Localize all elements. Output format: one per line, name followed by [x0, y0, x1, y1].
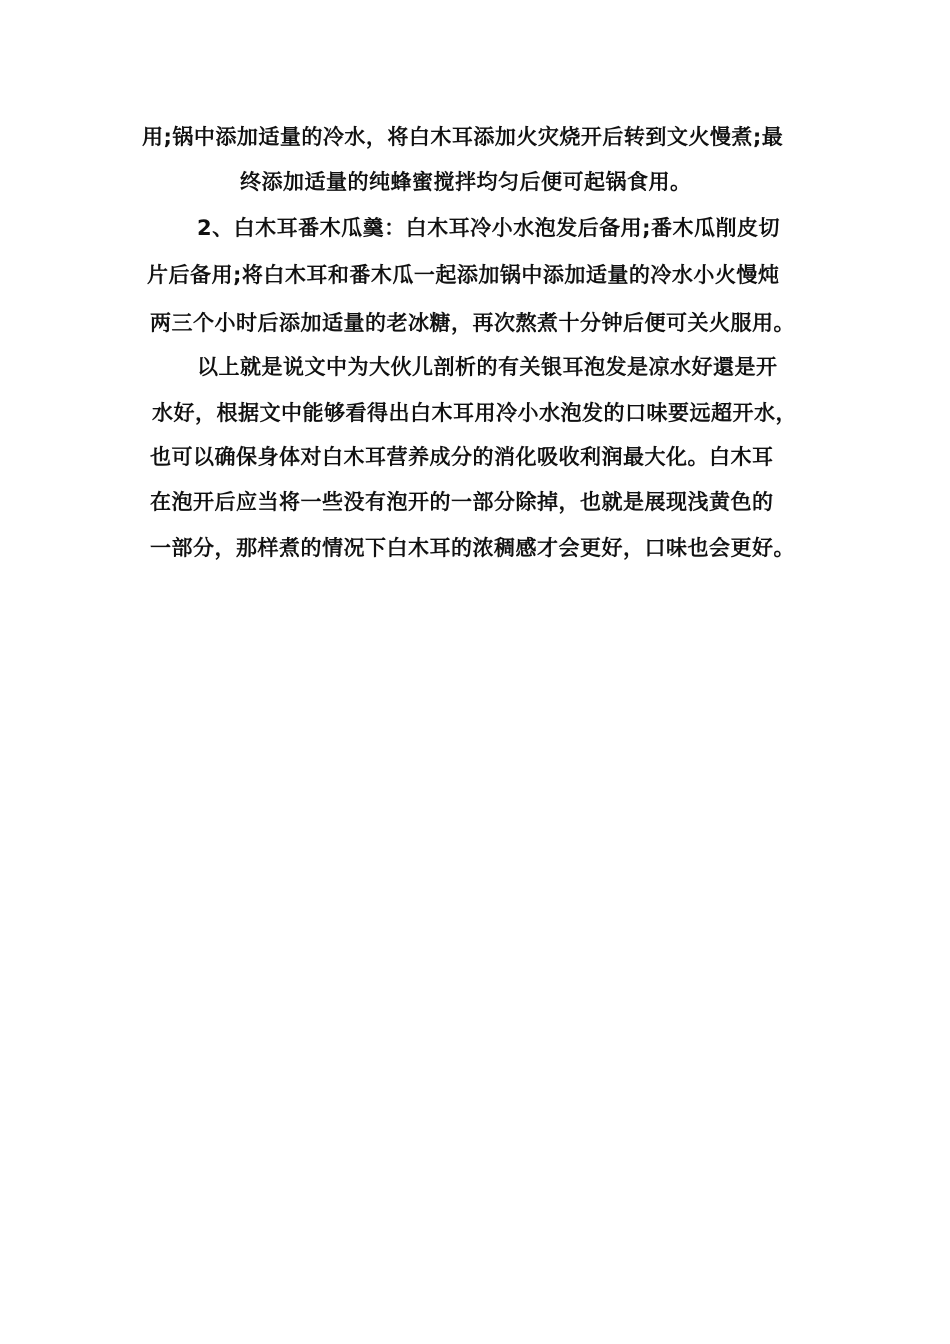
text-line-10: 一部分，那样煮的情况下白木耳的浓稠感才会更好，口味也会更好。	[150, 536, 795, 560]
text-line-1: 用;锅中添加适量的冷水，将白木耳添加火灾烧开后转到文火慢煮;最	[142, 125, 784, 149]
text-line-2: 终添加适量的纯蜂蜜搅拌均匀后便可起锅食用。	[240, 170, 692, 194]
text-line-4: 片后备用;将白木耳和番木瓜一起添加锅中添加适量的冷水小火慢炖	[147, 263, 780, 287]
text-line-7: 水好，根据文中能够看得出白木耳用冷小水泡发的口味要远超开水，	[152, 401, 797, 425]
text-line-5: 两三个小时后添加适量的老冰糖，再次熬煮十分钟后便可关火服用。	[150, 311, 795, 335]
text-line-3: 2、白木耳番木瓜羹：白木耳冷小水泡发后备用;番木瓜削皮切	[197, 216, 781, 240]
text-line-6: 以上就是说文中为大伙儿剖析的有关银耳泡发是凉水好還是开	[197, 355, 778, 379]
text-line-8: 也可以确保身体对白木耳营养成分的消化吸收利润最大化。白木耳	[150, 445, 774, 469]
text-line-9: 在泡开后应当将一些没有泡开的一部分除掉，也就是展现浅黄色的	[150, 490, 774, 514]
